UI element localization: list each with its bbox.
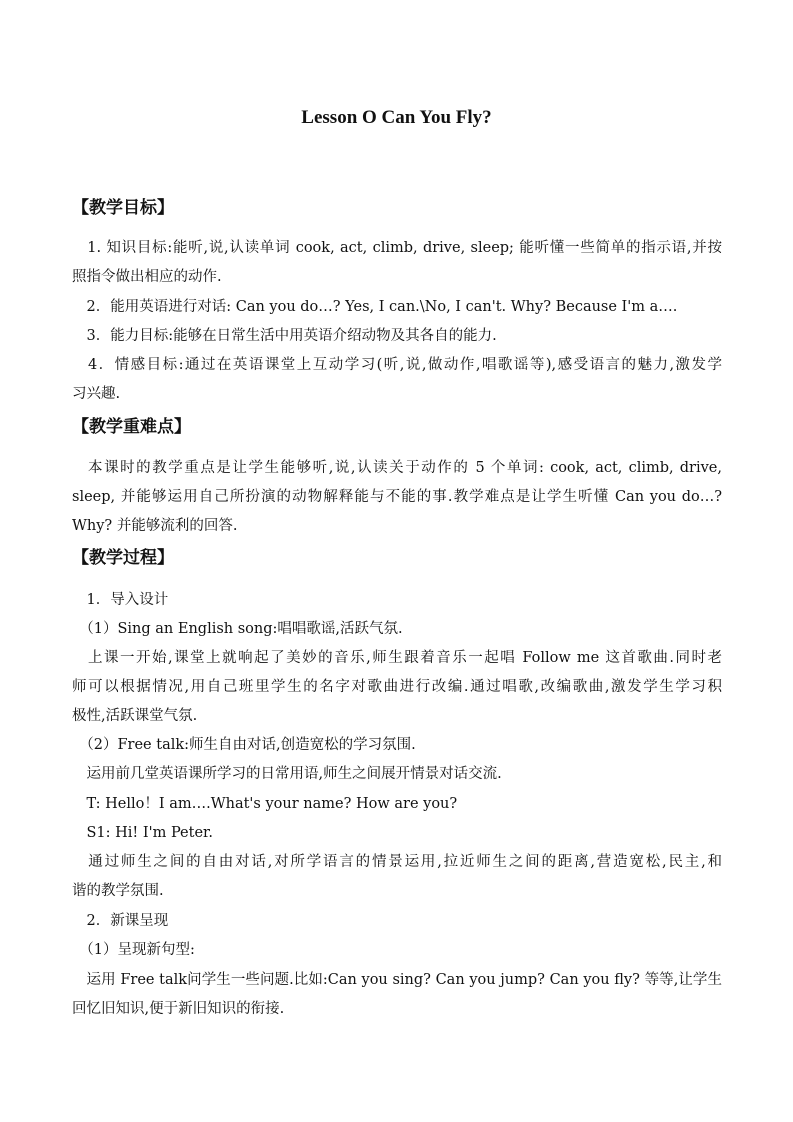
process-line-7: 运用前几堂英语课所学习的日常用语,师生之间展开情景对话交流. <box>72 766 502 782</box>
objectives-line-1: 1. 知识目标:能听,说,认读单词 cook, act, climb, drive, sleep; 能听懂一些简单的指示语,并按 <box>72 240 722 256</box>
process-line-8: T: Hello！I am….What's your name? How are you? <box>72 796 458 812</box>
key-points-line-1: 本课时的教学重点是让学生能够听,说,认读关于动作的 5 个单词: cook, act, climb, drive, <box>72 460 722 476</box>
process-line-9: S1: Hi! I'm Peter. <box>72 825 213 841</box>
process-line-3: 上课一开始,课堂上就响起了美妙的音乐,师生跟着音乐一起唱 Follow me 这首歌曲.同时老 <box>72 650 722 666</box>
process-line-11: 谐的教学氛围. <box>72 883 164 899</box>
process-line-2: （1）Sing an English song:唱唱歌谣,活跃气氛. <box>72 621 403 637</box>
objectives-line-5: 4．情感目标:通过在英语课堂上互动学习(听,说,做动作,唱歌谣等),感受语言的魅力,激发学 <box>72 357 722 373</box>
key-points-line-2: sleep, 并能够运用自己所扮演的动物解释能与不能的事.教学难点是让学生听懂 Can you do…? <box>72 489 722 505</box>
objectives-heading: 【教学目标】 <box>72 198 174 218</box>
process-heading: 【教学过程】 <box>72 548 174 568</box>
key-points-line-3: Why? 并能够流利的回答. <box>72 518 238 534</box>
objectives-line-6: 习兴趣. <box>72 386 121 402</box>
objectives-line-3: 2．能用英语进行对话: Can you do…? Yes, I can.\No, I can't. Why? Because I'm a…. <box>72 299 678 315</box>
process-line-1: 1．导入设计 <box>72 592 169 608</box>
lesson-title: Lesson O Can You Fly? <box>301 107 492 128</box>
process-line-10: 通过师生之间的自由对话,对所学语言的情景运用,拉近师生之间的距离,营造宽松,民主,和 <box>72 854 722 870</box>
process-line-14: 运用 Free talk问学生一些问题.比如:Can you sing? Can you jump? Can you fly? 等等,让学生 <box>72 972 722 988</box>
process-line-6: （2）Free talk:师生自由对话,创造宽松的学习氛围. <box>72 737 416 753</box>
objectives-line-2: 照指令做出相应的动作. <box>72 269 222 285</box>
objectives-line-4: 3．能力目标:能够在日常生活中用英语介绍动物及其各自的能力. <box>72 328 497 344</box>
process-line-13: （1）呈现新句型: <box>72 942 195 958</box>
key-points-heading: 【教学重难点】 <box>72 417 191 437</box>
process-line-4: 师可以根据情况,用自己班里学生的名字对歌曲进行改编.通过唱歌,改编歌曲,激发学生学习积 <box>72 679 722 695</box>
process-line-12: 2．新课呈现 <box>72 913 169 929</box>
process-line-15: 回忆旧知识,便于新旧知识的衔接. <box>72 1001 285 1017</box>
process-line-5: 极性,活跃课堂气氛. <box>72 708 198 724</box>
